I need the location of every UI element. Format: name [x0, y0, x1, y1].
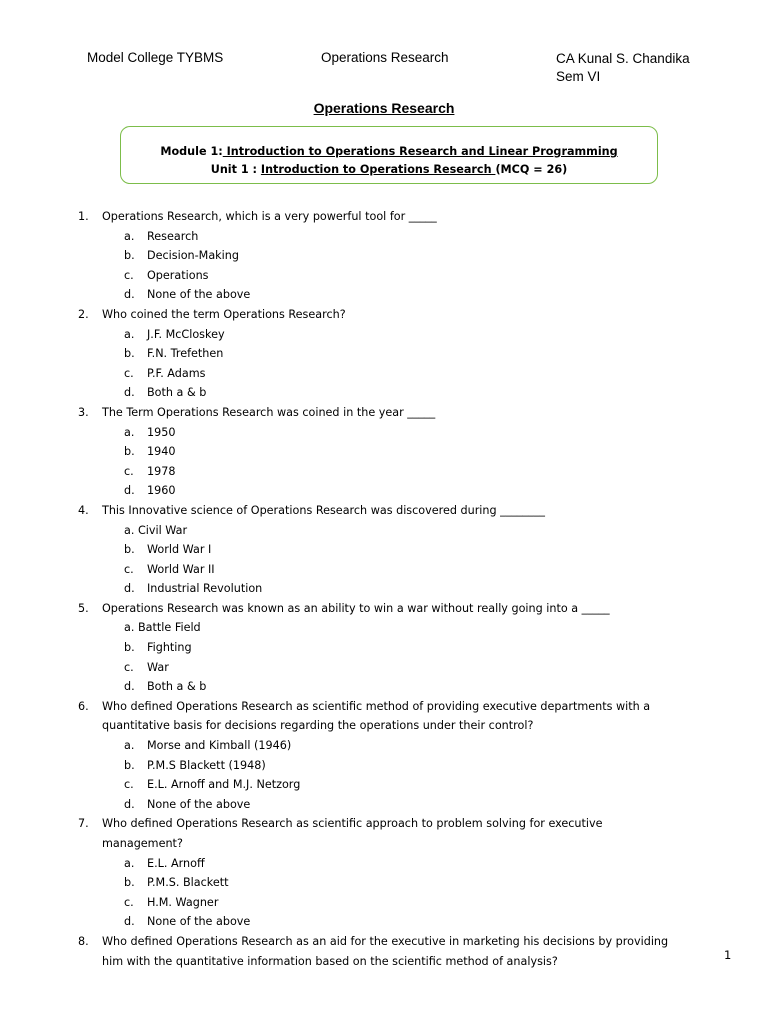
option-letter: c. [124, 366, 134, 380]
question-item [0, 403, 768, 423]
option-letter: b. [124, 876, 135, 890]
unit-heading [121, 161, 657, 179]
option-item [0, 756, 768, 776]
unit-prefix: Unit 1 : [210, 163, 261, 176]
option-item [0, 873, 768, 893]
option-item [0, 423, 768, 443]
author-name: CA Kunal S. Chandika [556, 51, 690, 66]
option-letter: a. [124, 621, 135, 635]
option-letter: c. [124, 895, 134, 909]
option-letter: d. [124, 797, 135, 811]
unit-title: Introduction to Operations Research [260, 163, 496, 176]
semester: Sem VI [556, 69, 601, 84]
option-letter: b. [124, 445, 135, 459]
question-number: 1. [78, 210, 89, 223]
option-text: Both a & b [147, 680, 207, 694]
option-text: P.F. Adams [147, 366, 206, 380]
question-text: Who defined Operations Research as scientific method of providing executive departments with a quantitative basis for decisions regarding the operations under their control? [102, 699, 651, 733]
option-letter: c. [124, 268, 134, 282]
option-item [0, 325, 768, 345]
option-item [0, 736, 768, 756]
option-item [0, 344, 768, 364]
question-number: 6. [78, 699, 89, 713]
option-item [0, 462, 768, 482]
question-text: Operations Research, which is a very powerful tool for _____ [102, 210, 437, 223]
option-text: 1940 [147, 445, 176, 459]
question-text: Who coined the term Operations Research? [102, 307, 346, 321]
question-text: The Term Operations Research was coined in the year _____ [102, 405, 436, 419]
option-letter: a. [124, 523, 135, 537]
option-letter: a. [124, 229, 135, 243]
option-text: World War I [147, 543, 212, 557]
option-item [0, 775, 768, 795]
option-text: Research [147, 229, 199, 243]
option-item [0, 246, 768, 266]
option-item [0, 481, 768, 501]
option-item [0, 266, 768, 286]
option-item [0, 442, 768, 462]
option-text: J.F. McCloskey [147, 327, 225, 341]
option-text: E.L. Arnoff and M.J. Netzorg [147, 778, 301, 792]
option-letter: d. [124, 484, 135, 498]
option-item [0, 383, 768, 403]
option-text: Morse and Kimball (1946) [147, 739, 292, 753]
module-heading [121, 143, 657, 161]
option-item [0, 795, 768, 815]
option-letter: d. [124, 680, 135, 694]
option-text: P.M.S. Blackett [147, 876, 229, 890]
page-number: 1 [724, 948, 732, 962]
option-letter: c. [124, 778, 134, 792]
question-item [0, 305, 768, 325]
question-item [0, 501, 768, 521]
module-title: Introduction to Operations Research and Linear Programming [222, 145, 618, 158]
option-text: World War II [147, 562, 215, 576]
option-letter: b. [124, 641, 135, 655]
option-item [0, 893, 768, 913]
option-letter: b. [124, 543, 135, 557]
question-number: 5. [78, 601, 89, 615]
option-text: P.M.S Blackett (1948) [147, 758, 266, 772]
option-text: Decision-Making [147, 249, 239, 263]
option-item [0, 658, 768, 678]
option-text: 1960 [147, 484, 176, 498]
module-prefix: Module 1: [160, 145, 223, 158]
question-list [0, 207, 768, 971]
option-letter: d. [124, 582, 135, 596]
question-number: 7. [78, 817, 89, 831]
option-text: Operations [147, 268, 209, 282]
question-item [0, 599, 768, 619]
question-number: 2. [78, 307, 89, 321]
option-text: 1978 [147, 464, 176, 478]
option-letter: a. [124, 739, 135, 753]
option-letter: a. [124, 856, 135, 870]
question-item [0, 814, 768, 853]
option-item [0, 638, 768, 658]
option-text: None of the above [147, 797, 251, 811]
question-number: 4. [78, 503, 89, 517]
option-text: None of the above [147, 915, 251, 929]
option-item [0, 540, 768, 560]
option-letter: a. [124, 425, 135, 439]
option-letter: b. [124, 249, 135, 263]
option-letter: a. [124, 327, 135, 341]
option-item [0, 521, 768, 541]
option-text: Battle Field [137, 621, 201, 635]
question-text: Who defined Operations Research as scientific approach to problem solving for executive management? [102, 817, 603, 850]
option-letter: d. [124, 288, 135, 302]
option-letter: c. [124, 660, 134, 674]
question-item [0, 697, 768, 736]
option-item [0, 560, 768, 580]
option-item [0, 364, 768, 384]
unit-suffix: (MCQ = 26) [495, 163, 568, 176]
question-text: This Innovative science of Operations Research was discovered during ________ [102, 503, 545, 517]
question-number: 8. [78, 934, 89, 948]
question-text: Who defined Operations Research as an aid for the executive in marketing his decisions by providing him with the quantitative information based on the scientific method of analysis? [102, 934, 669, 968]
question-number: 3. [78, 405, 89, 419]
option-text: 1950 [147, 425, 176, 439]
option-text: None of the above [147, 288, 251, 302]
option-item [0, 854, 768, 874]
question-item [0, 932, 768, 971]
option-letter: c. [124, 464, 134, 478]
option-item [0, 579, 768, 599]
option-text: E.L. Arnoff [147, 856, 205, 870]
option-letter: b. [124, 347, 135, 361]
option-letter: d. [124, 386, 135, 400]
option-text: F.N. Trefethen [147, 347, 224, 361]
document-title: Operations Research [313, 100, 455, 116]
option-text: War [147, 660, 169, 674]
option-text: Civil War [137, 523, 188, 537]
option-item [0, 677, 768, 697]
college-name: Model College TYBMS [87, 50, 224, 65]
question-item [0, 207, 768, 227]
option-text: Industrial Revolution [147, 582, 263, 596]
option-text: H.M. Wagner [147, 895, 219, 909]
option-item [0, 285, 768, 305]
subject-name: Operations Research [321, 50, 449, 65]
option-text: Fighting [147, 641, 192, 655]
option-letter: b. [124, 758, 135, 772]
option-item [0, 618, 768, 638]
question-text: Operations Research was known as an ability to win a war without really going into a _____ [102, 601, 610, 615]
module-box [120, 126, 658, 184]
option-item [0, 227, 768, 247]
option-text: Both a & b [147, 386, 207, 400]
option-letter: c. [124, 562, 134, 576]
option-letter: d. [124, 915, 135, 929]
option-item [0, 912, 768, 932]
author-block [556, 50, 690, 86]
